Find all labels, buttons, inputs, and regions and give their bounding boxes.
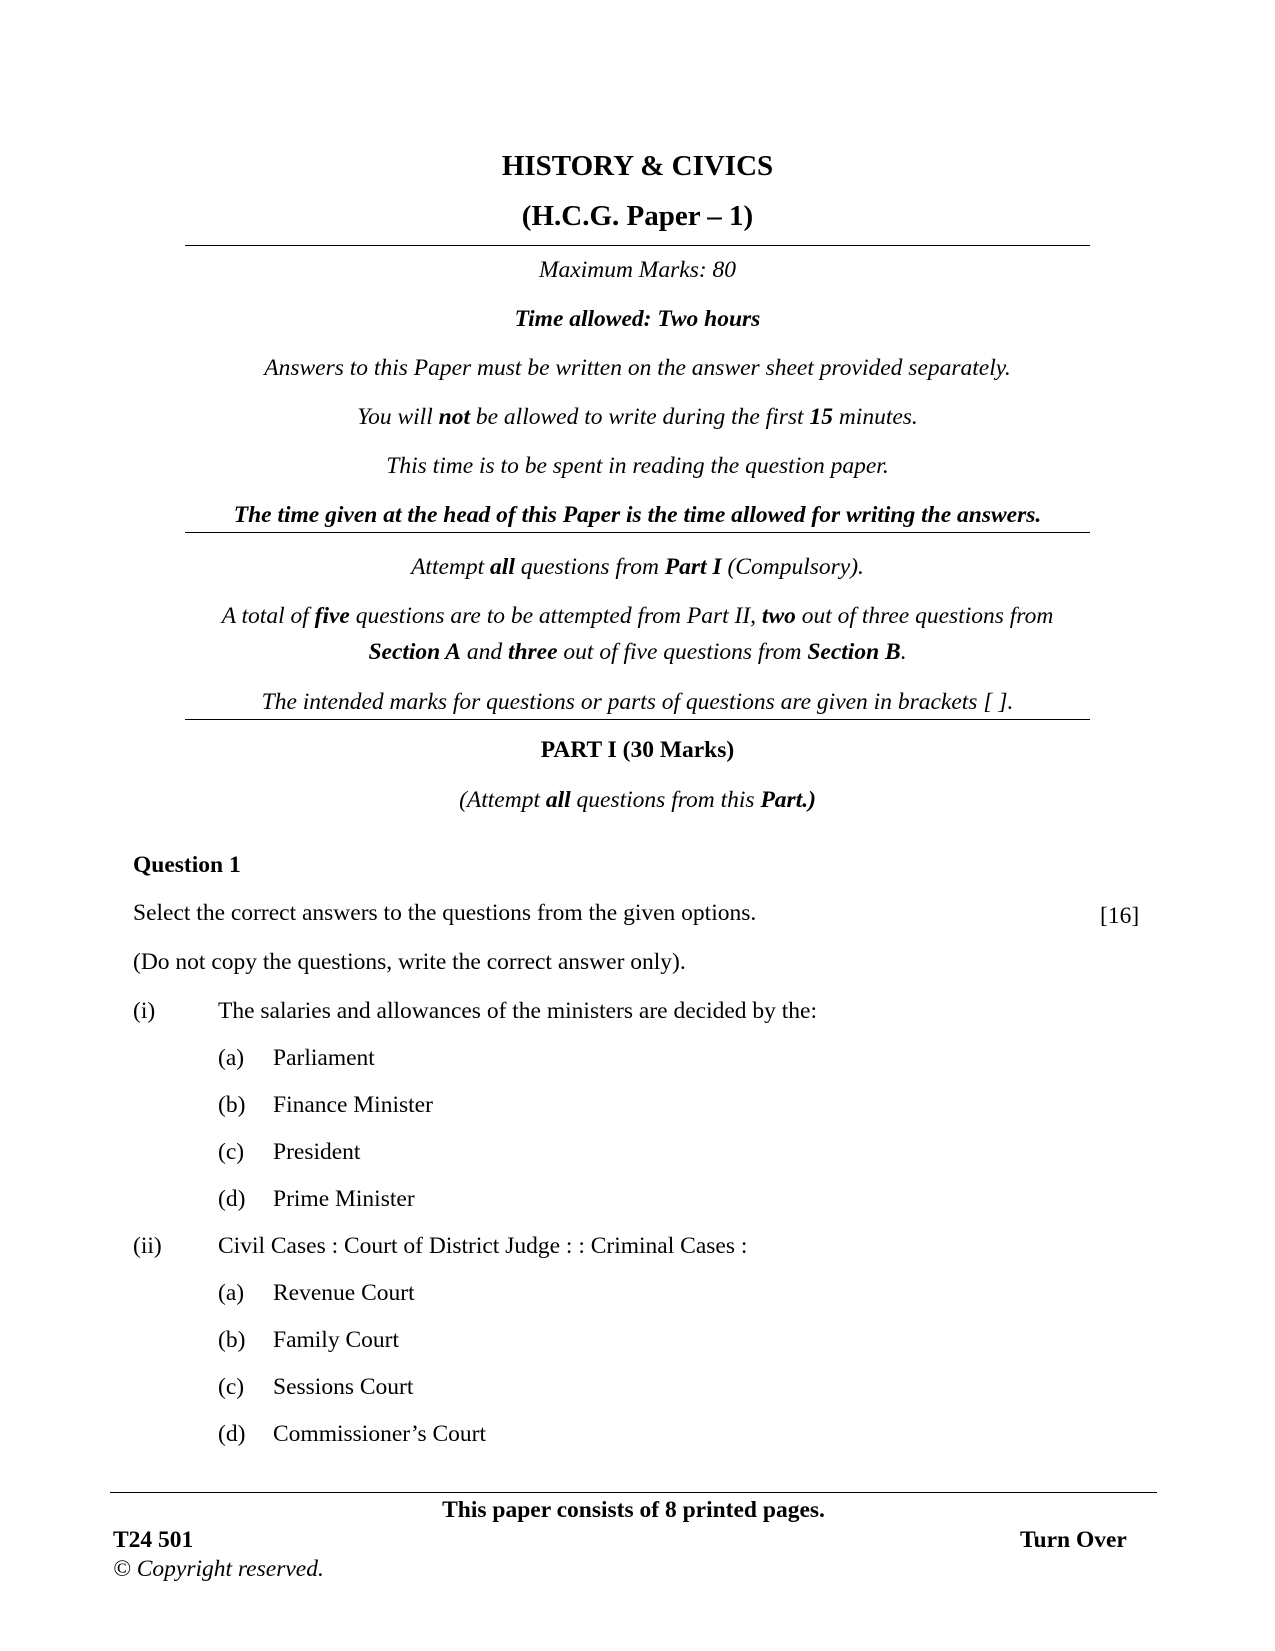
- turn-over: Turn Over: [1020, 1527, 1127, 1553]
- option-label: (a): [218, 1045, 245, 1071]
- option-text: Prime Minister: [273, 1186, 415, 1212]
- time-given-note: The time given at the head of this Paper is the time allowed for writing the answers.: [233, 502, 1042, 528]
- part-divider: [185, 719, 1090, 720]
- option-label: (b): [218, 1092, 246, 1118]
- attempt-note: Attempt all questions from Part I (Compulsory).: [411, 554, 864, 580]
- instructions-divider: [185, 532, 1090, 533]
- part1-subheading: (Attempt all questions from this Part.): [459, 787, 816, 813]
- max-marks: Maximum Marks: 80: [538, 257, 737, 283]
- option-text: Commissioner’s Court: [273, 1421, 487, 1447]
- marks-note: The intended marks for questions or parts of questions are given in brackets [ ].: [261, 689, 1014, 715]
- item-number: (ii): [133, 1233, 162, 1259]
- option-label: (c): [218, 1139, 245, 1165]
- time-allowed: Time allowed: Two hours: [514, 306, 761, 332]
- paper-title: HISTORY & CIVICS: [501, 150, 774, 182]
- item-number: (i): [133, 998, 156, 1024]
- question-marks: [16]: [1100, 903, 1140, 929]
- option-label: (b): [218, 1327, 246, 1353]
- option-text: Revenue Court: [273, 1280, 415, 1306]
- paper-code: T24 501: [113, 1527, 194, 1553]
- question-instruction: Select the correct answers to the questions from the given options.: [133, 900, 757, 926]
- no-write-note: You will not be allowed to write during the first 15 minutes.: [357, 404, 918, 430]
- option-label: (d): [218, 1186, 246, 1212]
- item-text: Civil Cases : Court of District Judge : : Criminal Cases :: [218, 1233, 748, 1259]
- option-label: (d): [218, 1421, 246, 1447]
- option-label: (c): [218, 1374, 245, 1400]
- question-note: (Do not copy the questions, write the correct answer only).: [133, 949, 686, 975]
- header-divider: [185, 245, 1090, 246]
- reading-time-note: This time is to be spent in reading the question paper.: [386, 453, 889, 479]
- option-text: Finance Minister: [273, 1092, 433, 1118]
- item-text: The salaries and allowances of the ministers are decided by the:: [218, 998, 818, 1024]
- copyright: © Copyright reserved.: [113, 1556, 324, 1582]
- option-text: President: [273, 1139, 361, 1165]
- pages-note: This paper consists of 8 printed pages.: [442, 1497, 825, 1523]
- option-text: Family Court: [273, 1327, 399, 1353]
- option-text: Sessions Court: [273, 1374, 414, 1400]
- option-label: (a): [218, 1280, 245, 1306]
- answer-sheet-note: Answers to this Paper must be written on the answer sheet provided separately.: [264, 355, 1011, 381]
- option-text: Parliament: [273, 1045, 375, 1071]
- paper-subtitle: (H.C.G. Paper – 1): [521, 200, 754, 232]
- total-questions-note: A total of five questions are to be attempted from Part II, two out of three questions from Section A and three out of five questions from Section B.: [221, 603, 1054, 665]
- part1-heading: PART I (30 Marks): [540, 737, 735, 763]
- question-label: Question 1: [133, 852, 241, 878]
- footer-divider: [110, 1492, 1157, 1493]
